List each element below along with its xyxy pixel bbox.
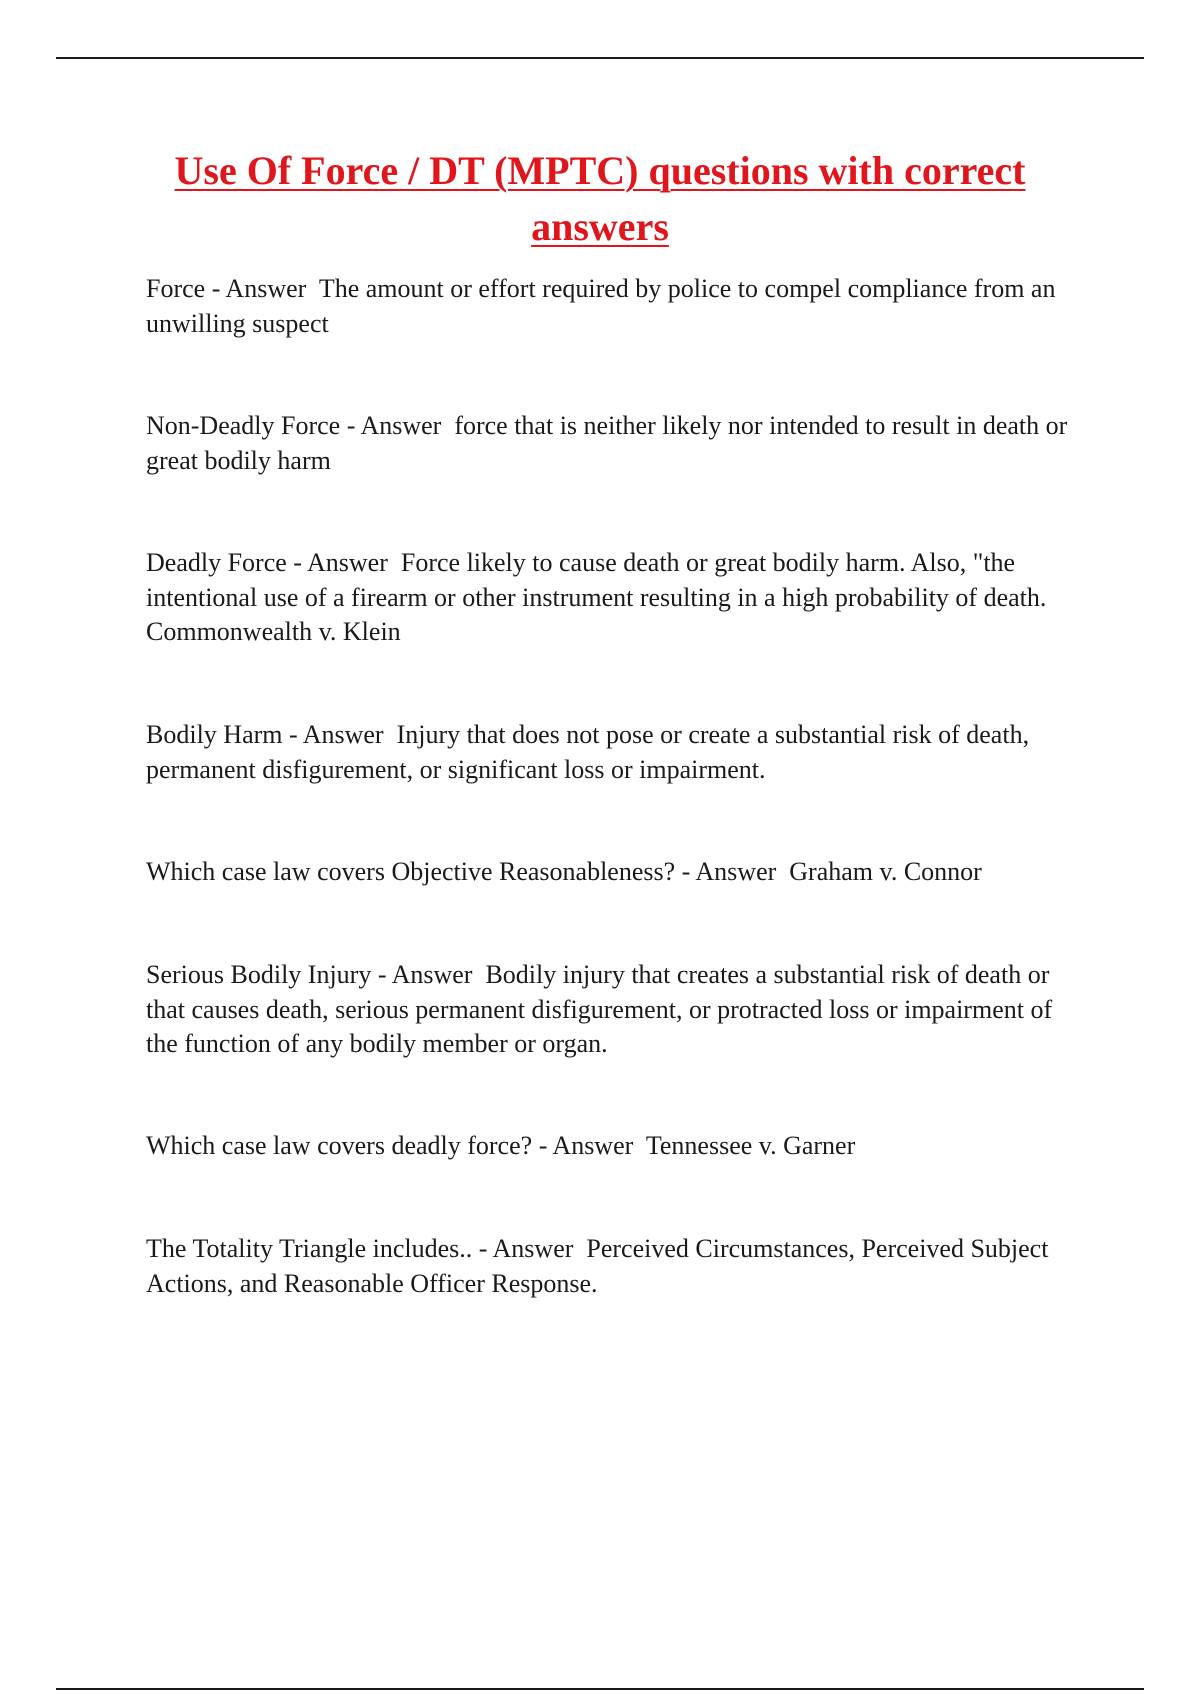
- qa-answer: Bodily injury that creates a substantial risk of death or that causes death, serious permanent disfigurement, or protracted loss or impairment of the function of any bodily member or organ.: [146, 960, 1053, 1058]
- qa-item: [146, 958, 1086, 1062]
- qa-answer: The amount or effort required by police to compel compliance from an unwilling suspect: [146, 274, 1056, 338]
- qa-item: [146, 1129, 1086, 1164]
- qa-item: [146, 546, 1086, 650]
- qa-answer: Injury that does not pose or create a substantial risk of death, permanent disfigurement, or significant loss or impairment.: [146, 720, 1030, 784]
- qa-term: Force: [146, 274, 206, 303]
- qa-term: Which case law covers Objective Reasonableness?: [146, 857, 676, 886]
- qa-separator: - Answer: [532, 1131, 640, 1160]
- qa-term: The Totality Triangle includes..: [146, 1234, 473, 1263]
- qa-item: [146, 855, 1086, 890]
- qa-separator: - Answer: [282, 720, 391, 749]
- qa-separator: - Answer: [472, 1234, 580, 1263]
- qa-term: Bodily Harm: [146, 720, 283, 749]
- qa-answer: Perceived Circumstances, Perceived Subject Actions, and Reasonable Officer Response.: [146, 1234, 1049, 1298]
- qa-item: [146, 718, 1086, 787]
- qa-answer: force that is neither likely nor intended to result in death or great bodily harm: [146, 411, 1068, 475]
- qa-separator: - Answer: [675, 857, 783, 886]
- qa-term: Which case law covers deadly force?: [146, 1131, 533, 1160]
- bottom-rule: [56, 1688, 1144, 1690]
- document-title: Use Of Force / DT (MPTC) questions with correct answers: [174, 148, 1026, 249]
- qa-separator: - Answer: [340, 411, 448, 440]
- qa-item: [146, 272, 1086, 341]
- qa-answer: Graham v. Connor: [789, 857, 982, 886]
- qa-answer: Tennessee v. Garner: [645, 1131, 856, 1160]
- qa-item: [146, 1232, 1086, 1301]
- qa-separator: - Answer: [205, 274, 313, 303]
- qa-separator: - Answer: [286, 548, 395, 577]
- top-rule: [56, 57, 1144, 59]
- qa-item: [146, 409, 1086, 478]
- qa-answer: Force likely to cause death or great bodily harm. Also, "the intentional use of a firearm or other instrument resulting in a high probability of death. Commonwealth v. Klein: [146, 548, 1047, 646]
- qa-term: Serious Bodily Injury: [146, 960, 372, 989]
- qa-separator: - Answer: [371, 960, 479, 989]
- qa-term: Non-Deadly Force: [146, 411, 341, 440]
- qa-term: Deadly Force: [146, 548, 287, 577]
